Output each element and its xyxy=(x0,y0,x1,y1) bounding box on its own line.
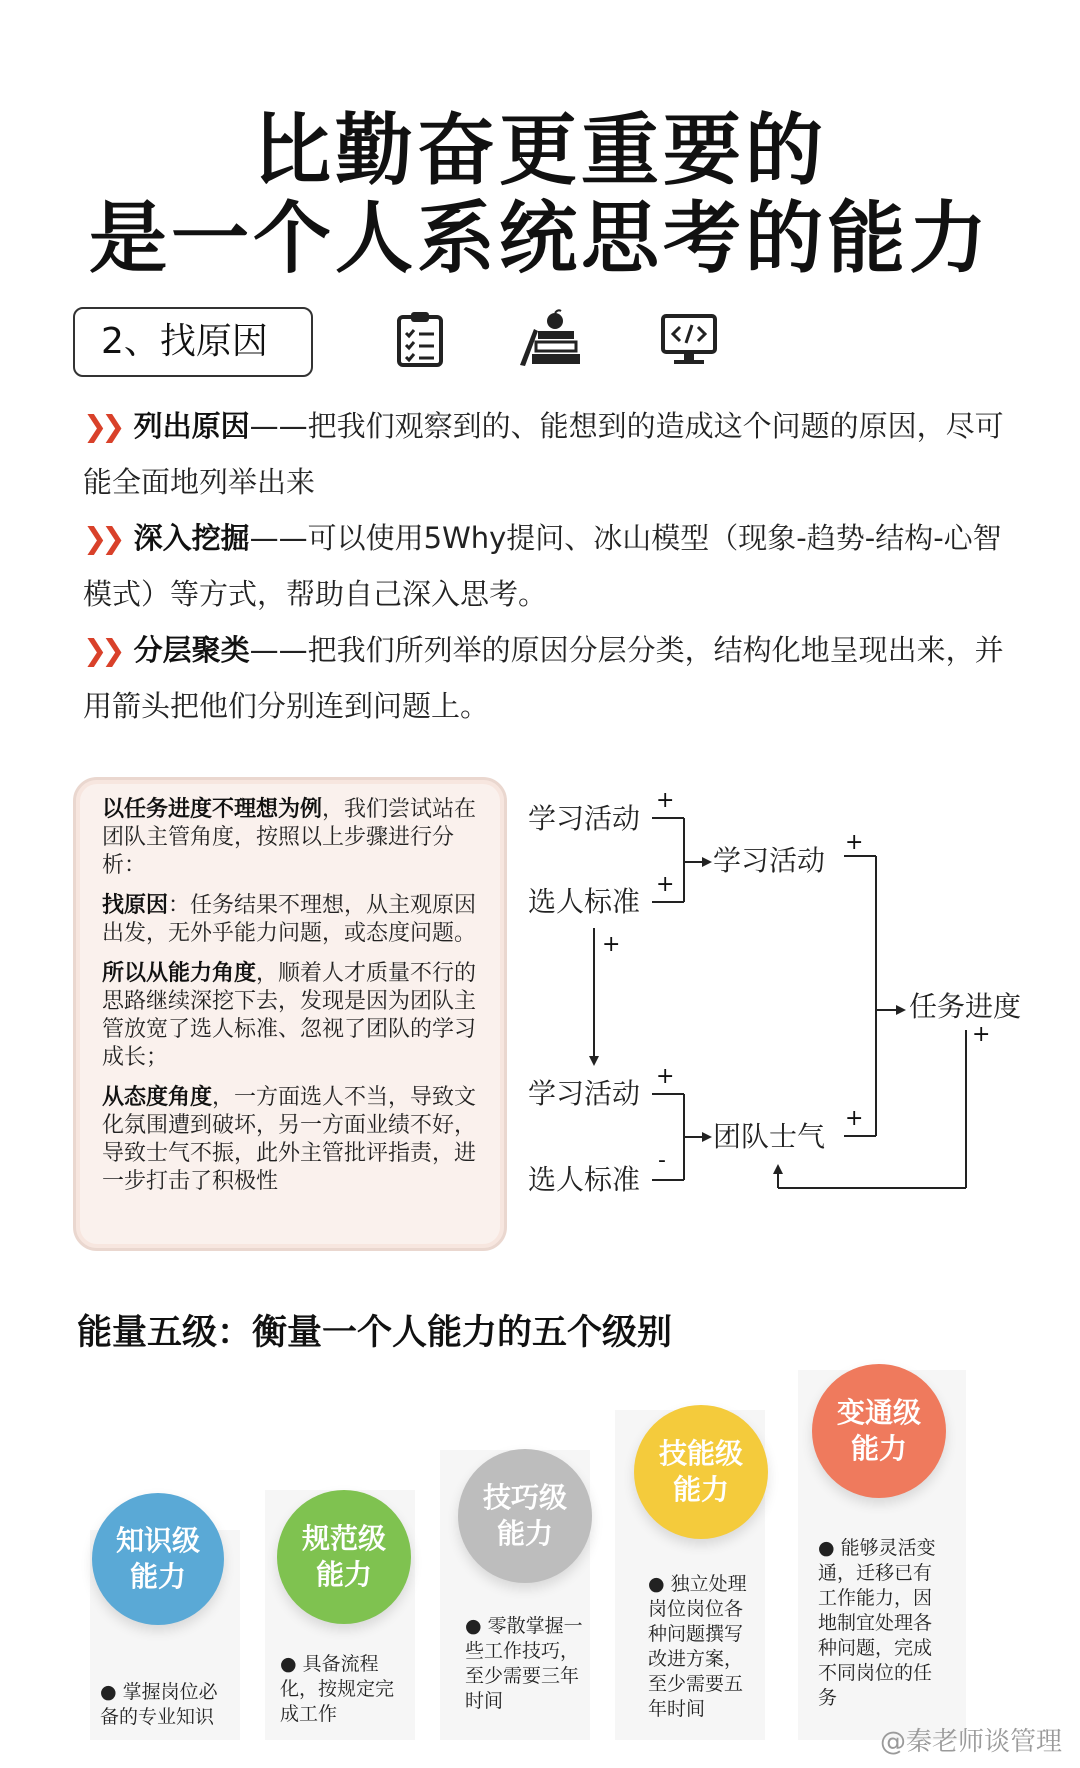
levels-heading: 能量五级：衡量一个人能力的五个级别 xyxy=(77,1313,673,1353)
node-selection-standard-2: 选人标准 xyxy=(528,1163,641,1196)
level-desc-knowledge: ● 掌握岗位必备的专业知识 xyxy=(100,1681,218,1728)
level-name: 技能级 xyxy=(658,1437,743,1470)
level-name: 知识级 xyxy=(115,1524,200,1557)
step-text: ——把我们观察到的、能想到的造成这个问题的原因，尽可 xyxy=(249,409,1004,443)
level-suffix: 能力 xyxy=(129,1560,186,1593)
level-desc-standard: ● 具备流程化，按规定完成工作 xyxy=(280,1653,395,1725)
card-ability xyxy=(102,960,478,1072)
sign-plus: + xyxy=(656,788,675,813)
sign-plus: + xyxy=(972,1022,991,1047)
step-text: ——可以使用5Why提问、冰山模型（现象-趋势-结构-心智 xyxy=(249,521,1002,555)
card-intro-bold: 以任务进度不理想为例 xyxy=(102,797,323,822)
card-ability-bold: 所以从能力角度 xyxy=(102,961,257,986)
level-circle-technique xyxy=(458,1449,592,1583)
double-arrow-icon: ❯❯ xyxy=(83,409,120,443)
level-name: 技巧级 xyxy=(482,1481,567,1514)
code-monitor-icon xyxy=(660,313,718,367)
level-circle-skill xyxy=(634,1405,768,1539)
node-task-progress: 任务进度 xyxy=(909,990,1022,1023)
step-term: 分层聚类 xyxy=(133,633,250,667)
double-arrow-icon: ❯❯ xyxy=(83,521,120,555)
step-text-cont: 能全面地列举出来 xyxy=(83,465,316,499)
step-text-cont: 模式）等方式，帮助自己深入思考。 xyxy=(83,577,548,611)
card-intro-text: ，我们尝试站在团队主管角度，按照以上步骤进行分析： xyxy=(102,797,477,878)
step-text-cont: 用箭头把他们分别连到问题上。 xyxy=(83,689,490,723)
level-suffix: 能力 xyxy=(672,1473,729,1506)
level-desc-skill: ● 独立处理岗位岗位各种问题撰写改进方案，至少需要五年时间 xyxy=(648,1573,747,1720)
card-find-cause-text: ：任务结果不理想，从主观原因出发，无外乎能力问题，或态度问题。 xyxy=(102,893,477,946)
card-ability-text: ，顺着人才质量不行的思路继续深挖下去，发现是因为团队主管放宽了选人标准、忽视了团队的学习成长； xyxy=(102,961,477,1070)
level-desc-adaptive: ● 能够灵活变通，迁移已有工作能力，因地制宜处理各种问题，完成不同岗位的任务 xyxy=(818,1537,936,1709)
level-circle-adaptive xyxy=(812,1364,946,1498)
sign-plus: + xyxy=(602,932,621,957)
card-attitude-text: ，一方面选人不当，导致文化氛围遭到破坏，另一方面业绩不好，导致士气不振，此外主管批评指责，进一步打击了积极性 xyxy=(102,1085,477,1194)
example-card xyxy=(73,777,507,1251)
card-intro xyxy=(102,796,478,880)
level-name: 变通级 xyxy=(836,1396,921,1429)
level-circle-knowledge xyxy=(92,1493,224,1625)
sign-plus: + xyxy=(656,1064,675,1089)
node-selection-standard-1: 选人标准 xyxy=(528,885,641,918)
step-term: 列出原因 xyxy=(133,409,250,443)
section-label: 2、找原因 xyxy=(73,307,313,377)
sign-plus: + xyxy=(845,830,864,855)
level-suffix: 能力 xyxy=(496,1517,553,1550)
card-find-cause xyxy=(102,892,478,948)
page-title-line1: 比勤奋更重要的 xyxy=(252,106,827,196)
level-name: 规范级 xyxy=(301,1522,386,1555)
level-suffix: 能力 xyxy=(850,1432,907,1465)
card-attitude xyxy=(102,1084,478,1196)
step-3 xyxy=(83,622,1023,734)
double-arrow-icon: ❯❯ xyxy=(83,633,120,667)
clipboard-checklist-icon xyxy=(392,309,448,369)
watermark: @秦老师谈管理 xyxy=(879,1727,1062,1757)
level-circle-standard xyxy=(277,1490,411,1624)
step-1 xyxy=(83,398,1023,510)
books-apple-icon xyxy=(516,309,582,369)
node-learning-activity-1: 学习活动 xyxy=(528,802,641,835)
sign-plus: + xyxy=(845,1106,864,1131)
sign-minus: - xyxy=(658,1148,666,1173)
node-learning-activity-2: 学习活动 xyxy=(713,844,826,877)
page-title-line2: 是一个人系统思考的能力 xyxy=(88,194,991,284)
level-suffix: 能力 xyxy=(315,1558,372,1591)
step-2 xyxy=(83,510,1023,622)
card-find-cause-bold: 找原因 xyxy=(102,893,169,918)
level-desc-technique: ● 零散掌握一些工作技巧，至少需要三年时间 xyxy=(465,1615,583,1712)
sign-plus: + xyxy=(656,872,675,897)
step-term: 深入挖掘 xyxy=(133,521,250,555)
node-team-morale: 团队士气 xyxy=(713,1120,826,1153)
step-text: ——把我们所列举的原因分层分类，结构化地呈现出来，并 xyxy=(249,633,1004,667)
node-learning-activity-3: 学习活动 xyxy=(528,1077,641,1110)
card-attitude-bold: 从态度角度 xyxy=(102,1085,213,1110)
